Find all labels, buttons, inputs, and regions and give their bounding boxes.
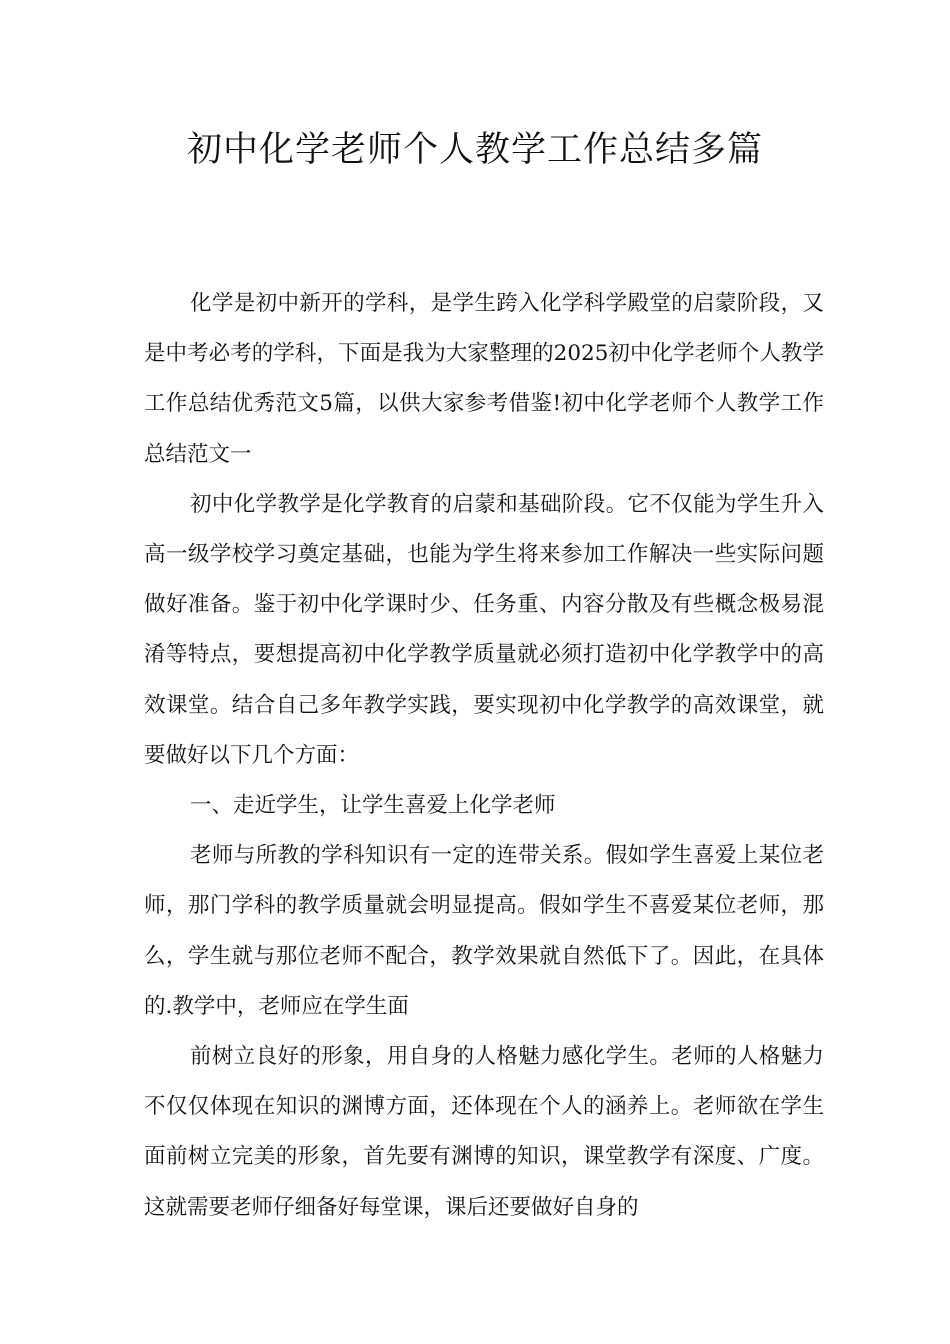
body-paragraph: 初中化学教学是化学教育的启蒙和基础阶段。它不仅能为学生升入高一级学校学习奠定基础，也能为学生将来参加工作解决一些实际问题做好准备。鉴于初中化学课时少、任务重、内容分散及有些概念极易混淆等特点，要想提高初中化学教学质量就必须打造初中化学教学中的高效课堂。结合自己多年教学实践，要实现初中化学教学的高效课堂，就要做好以下几个方面： (144, 491, 824, 768)
document-title: 初中化学老师个人教学工作总结多篇 (186, 130, 763, 170)
section-heading: 一、走近学生，让学生喜爱上化学老师 (190, 793, 556, 819)
body-paragraph: 老师与所教的学科知识有一定的连带关系。假如学生喜爱上某位老师，那门学科的教学质量就会明显提高。假如学生不喜爱某位老师，那么，学生就与那位老师不配合，教学效果就自然低下了。因此，在具体的.教学中，老师应在学生面 (144, 843, 824, 1019)
body-paragraph: 前树立良好的形象，用自身的人格魅力感化学生。老师的人格魅力不仅仅体现在知识的渊博方面，还体现在个人的涵养上。老师欲在学生面前树立完美的形象，首先要有渊博的知识，课堂教学有深度、广度。这就需要老师仔细备好每堂课，课后还要做好自身的 (144, 1044, 824, 1220)
document-body (144, 279, 824, 1233)
intro-paragraph: 化学是初中新开的学科，是学生跨入化学科学殿堂的启蒙阶段，又是中考必考的学科，下面是我为大家整理的2025初中化学老师个人教学工作总结优秀范文5篇，以供大家参考借鉴!初中化学老师个人教学工作总结范文一 (144, 291, 824, 467)
